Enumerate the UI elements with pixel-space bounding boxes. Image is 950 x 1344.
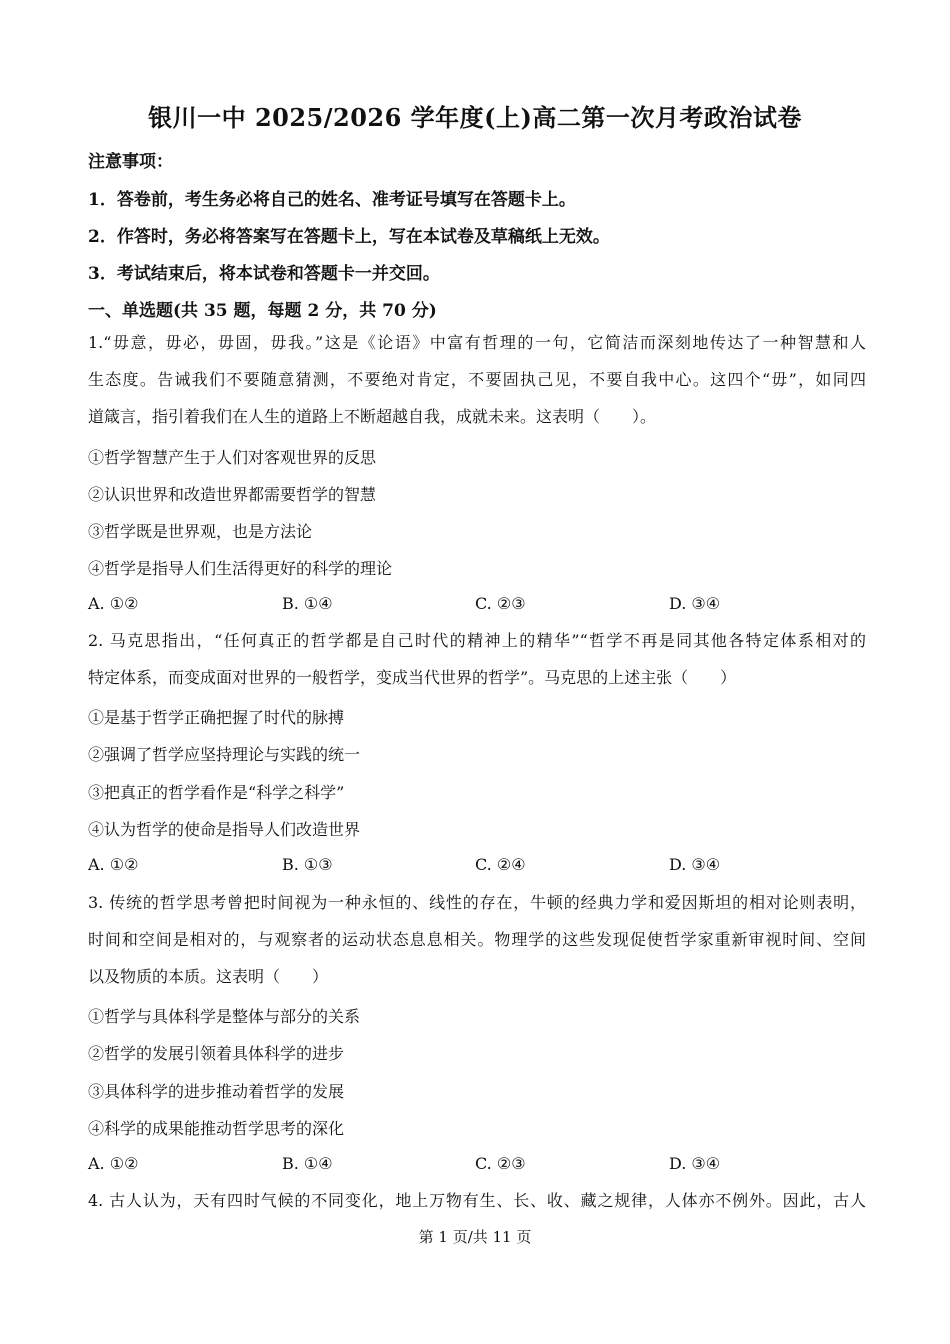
question-1-item-3: ③哲学既是世界观，也是方法论 bbox=[88, 522, 313, 541]
question-1-options bbox=[88, 594, 868, 618]
stem-line: 生态度。告诫我们不要随意猜测，不要绝对肯定，不要固执己见，不要自我中心。这四个“毋”，如同四 bbox=[88, 370, 866, 389]
question-3-item-4: ④科学的成果能推动哲学思考的深化 bbox=[88, 1119, 345, 1138]
exam-title: 银川一中 2025/2026 学年度(上)高二第一次月考政治试卷 bbox=[148, 103, 802, 132]
stem-line: 道箴言，指引着我们在人生的道路上不断超越自我，成就未来。这表明（ ）。 bbox=[88, 407, 657, 426]
question-3-item-3: ③具体科学的进步推动着哲学的发展 bbox=[88, 1082, 345, 1101]
option-a[interactable]: A. ①② bbox=[88, 594, 139, 613]
option-a[interactable]: A. ①② bbox=[88, 855, 139, 874]
question-2-stem bbox=[88, 622, 866, 696]
question-3-item-2: ②哲学的发展引领着具体科学的进步 bbox=[88, 1044, 345, 1063]
section-heading: 一、单选题(共 35 题，每题 2 分，共 70 分) bbox=[88, 301, 437, 321]
stem-line: 特定体系，而变成面对世界的一般哲学，变成当代世界的哲学”。马克思的上述主张（ ） bbox=[88, 668, 737, 687]
stem-line: 3. 传统的哲学思考曾把时间视为一种永恒的、线性的存在，牛顿的经典力学和爱因斯坦的相对论则表明， bbox=[88, 893, 866, 912]
option-c[interactable]: C. ②③ bbox=[475, 1154, 526, 1173]
question-2-item-4: ④认为哲学的使命是指导人们改造世界 bbox=[88, 820, 361, 839]
stem-line: 1.“毋意，毋必，毋固，毋我。”这是《论语》中富有哲理的一句，它简洁而深刻地传达了一种智慧和人 bbox=[88, 333, 866, 352]
question-1-stem bbox=[88, 324, 866, 435]
question-2-options bbox=[88, 855, 868, 879]
notice-item-3: 3．考试结束后，将本试卷和答题卡一并交回。 bbox=[88, 264, 440, 284]
notice-heading: 注意事项： bbox=[88, 152, 173, 172]
stem-line: 以及物质的本质。这表明（ ） bbox=[88, 967, 329, 986]
stem-line: 时间和空间是相对的，与观察者的运动状态息息相关。物理学的这些发现促使哲学家重新审视时间、空间 bbox=[88, 930, 866, 949]
option-c[interactable]: C. ②③ bbox=[475, 594, 526, 613]
stem-line: 4. 古人认为，天有四时气候的不同变化，地上万物有生、长、收、藏之规律，人体亦不例外。因此，古人 bbox=[88, 1191, 866, 1210]
option-d[interactable]: D. ③④ bbox=[669, 1154, 721, 1173]
question-2-item-1: ①是基于哲学正确把握了时代的脉搏 bbox=[88, 708, 345, 727]
page-number: 第 1 页/共 11 页 bbox=[418, 1228, 532, 1246]
question-1-item-1: ①哲学智慧产生于人们对客观世界的反思 bbox=[88, 448, 377, 467]
stem-line: 2. 马克思指出，“任何真正的哲学都是自己时代的精神上的精华”“哲学不再是同其他各特定体系相对的 bbox=[88, 631, 866, 650]
notice-item-1: 1．答卷前，考生务必将自己的姓名、准考证号填写在答题卡上。 bbox=[88, 190, 576, 210]
option-b[interactable]: B. ①③ bbox=[282, 855, 333, 874]
question-3-options bbox=[88, 1154, 868, 1178]
question-3-item-1: ①哲学与具体科学是整体与部分的关系 bbox=[88, 1007, 361, 1026]
option-a[interactable]: A. ①② bbox=[88, 1154, 139, 1173]
option-d[interactable]: D. ③④ bbox=[669, 855, 721, 874]
question-3-stem bbox=[88, 884, 866, 995]
question-2-item-3: ③把真正的哲学看作是“科学之科学” bbox=[88, 783, 345, 802]
option-b[interactable]: B. ①④ bbox=[282, 594, 333, 613]
option-d[interactable]: D. ③④ bbox=[669, 594, 721, 613]
question-4-stem bbox=[88, 1182, 866, 1219]
notice-item-2: 2．作答时，务必将答案写在答题卡上，写在本试卷及草稿纸上无效。 bbox=[88, 227, 610, 247]
question-2-item-2: ②强调了哲学应坚持理论与实践的统一 bbox=[88, 745, 361, 764]
option-b[interactable]: B. ①④ bbox=[282, 1154, 333, 1173]
option-c[interactable]: C. ②④ bbox=[475, 855, 526, 874]
question-1-item-4: ④哲学是指导人们生活得更好的科学的理论 bbox=[88, 559, 393, 578]
question-1-item-2: ②认识世界和改造世界都需要哲学的智慧 bbox=[88, 485, 377, 504]
